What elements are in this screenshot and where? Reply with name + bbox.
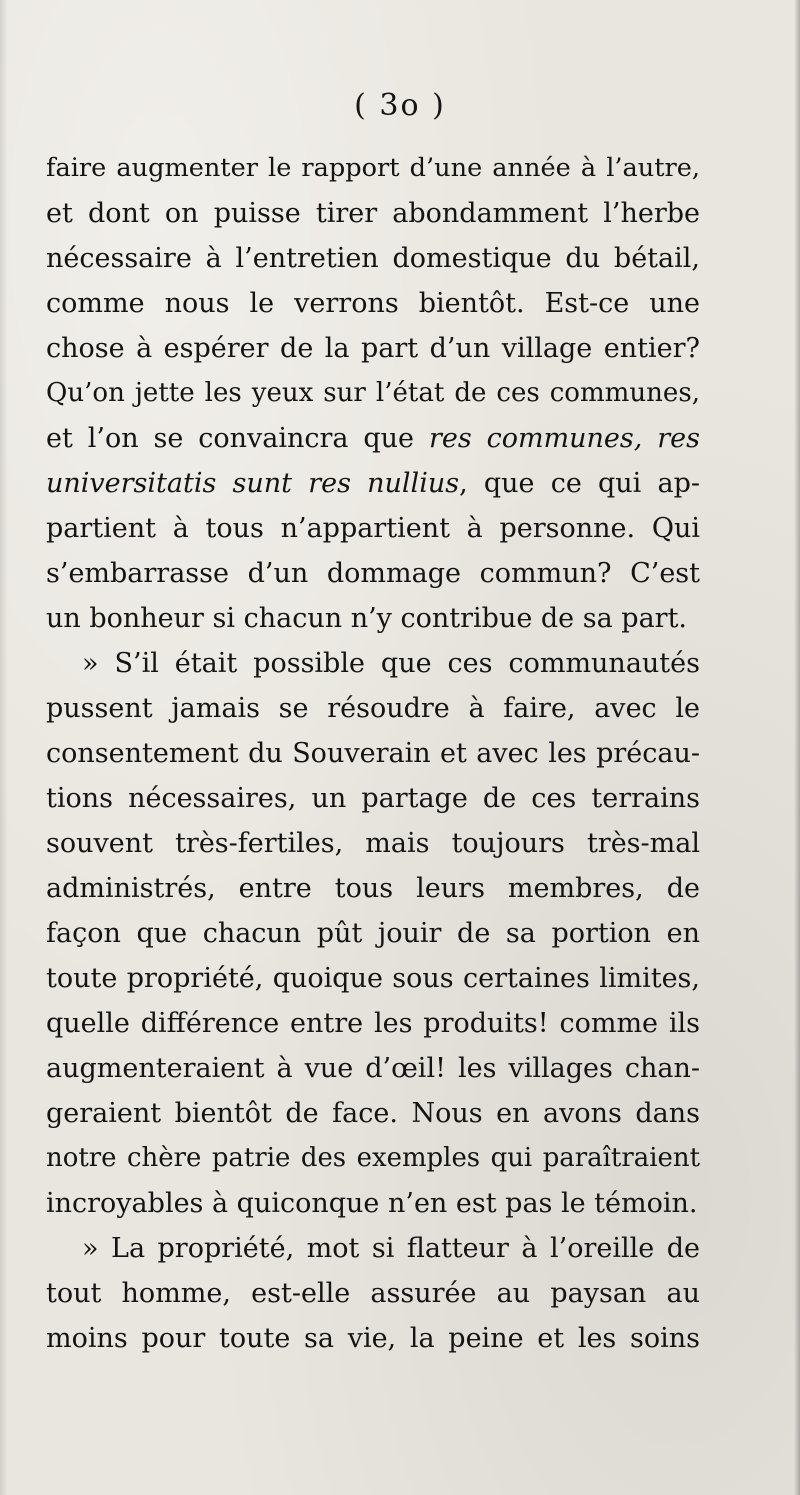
text-run: , que ce qui ap-: [459, 468, 701, 499]
latin-quote: universitatis sunt res nullius: [46, 468, 460, 499]
body-text: [46, 146, 700, 1361]
text-line: pussent jamais se résoudre à faire, avec le: [46, 693, 700, 724]
text-line: faire augmenter le rapport d’une année à l’autre,: [46, 153, 700, 183]
text-line: augmenteraient à vue d’œil! les villages chan-: [46, 1053, 700, 1084]
text-line: quelle différence entre les produits! comme ils: [46, 1008, 700, 1039]
text-line: chose à espérer de la part d’un village entier?: [46, 333, 700, 364]
latin-quote: res communes, res: [428, 423, 700, 454]
text-line: incroyables à quiconque n’en est pas le témoin.: [46, 1188, 698, 1219]
text-line: façon que chacun pût jouir de sa portion en: [46, 918, 700, 949]
paragraph-start: » S’il était possible que ces communautés: [82, 648, 700, 679]
text-line: tout homme, est-elle assurée au paysan au: [46, 1278, 700, 1309]
text-line: notre chère patrie des exemples qui paraîtraient: [46, 1143, 700, 1173]
text-line: comme nous le verrons bientôt. Est-ce une: [46, 288, 700, 319]
text-line: Qu’on jette les yeux sur l’état de ces communes,: [46, 378, 700, 408]
text-line: et dont on puisse tirer abondamment l’herbe: [46, 198, 700, 229]
paragraph-start: » La propriété, mot si flatteur à l’oreille de: [82, 1233, 700, 1264]
text-line: toute propriété, quoique sous certaines limites,: [46, 963, 700, 994]
text-line: souvent très-fertiles, mais toujours très-mal: [46, 828, 700, 859]
text-line: s’embarrasse d’un dommage commun? C’est: [46, 558, 700, 589]
text-line: moins pour toute sa vie, la peine et les soins: [46, 1323, 700, 1354]
text-line: nécessaire à l’entretien domestique du bétail,: [46, 243, 700, 274]
text-line: geraient bientôt de face. Nous en avons dans: [46, 1098, 700, 1129]
scan-shadow-left: [0, 0, 8, 1495]
text-line: [46, 461, 700, 506]
text-line: administrés, entre tous leurs membres, de: [46, 873, 700, 904]
text-line: consentement du Souverain et avec les précau-: [46, 738, 700, 769]
page-number: ( 3o ): [354, 88, 446, 123]
text-line: tions nécessaires, un partage de ces terrains: [46, 783, 700, 814]
scan-shadow-right: [794, 0, 800, 1495]
text-line: partient à tous n’appartient à personne. Qui: [46, 513, 700, 544]
text-run: et l’on se convaincra que: [46, 423, 429, 454]
text-line: [46, 416, 700, 461]
text-line: un bonheur si chacun n’y contribue de sa part.: [46, 603, 687, 634]
